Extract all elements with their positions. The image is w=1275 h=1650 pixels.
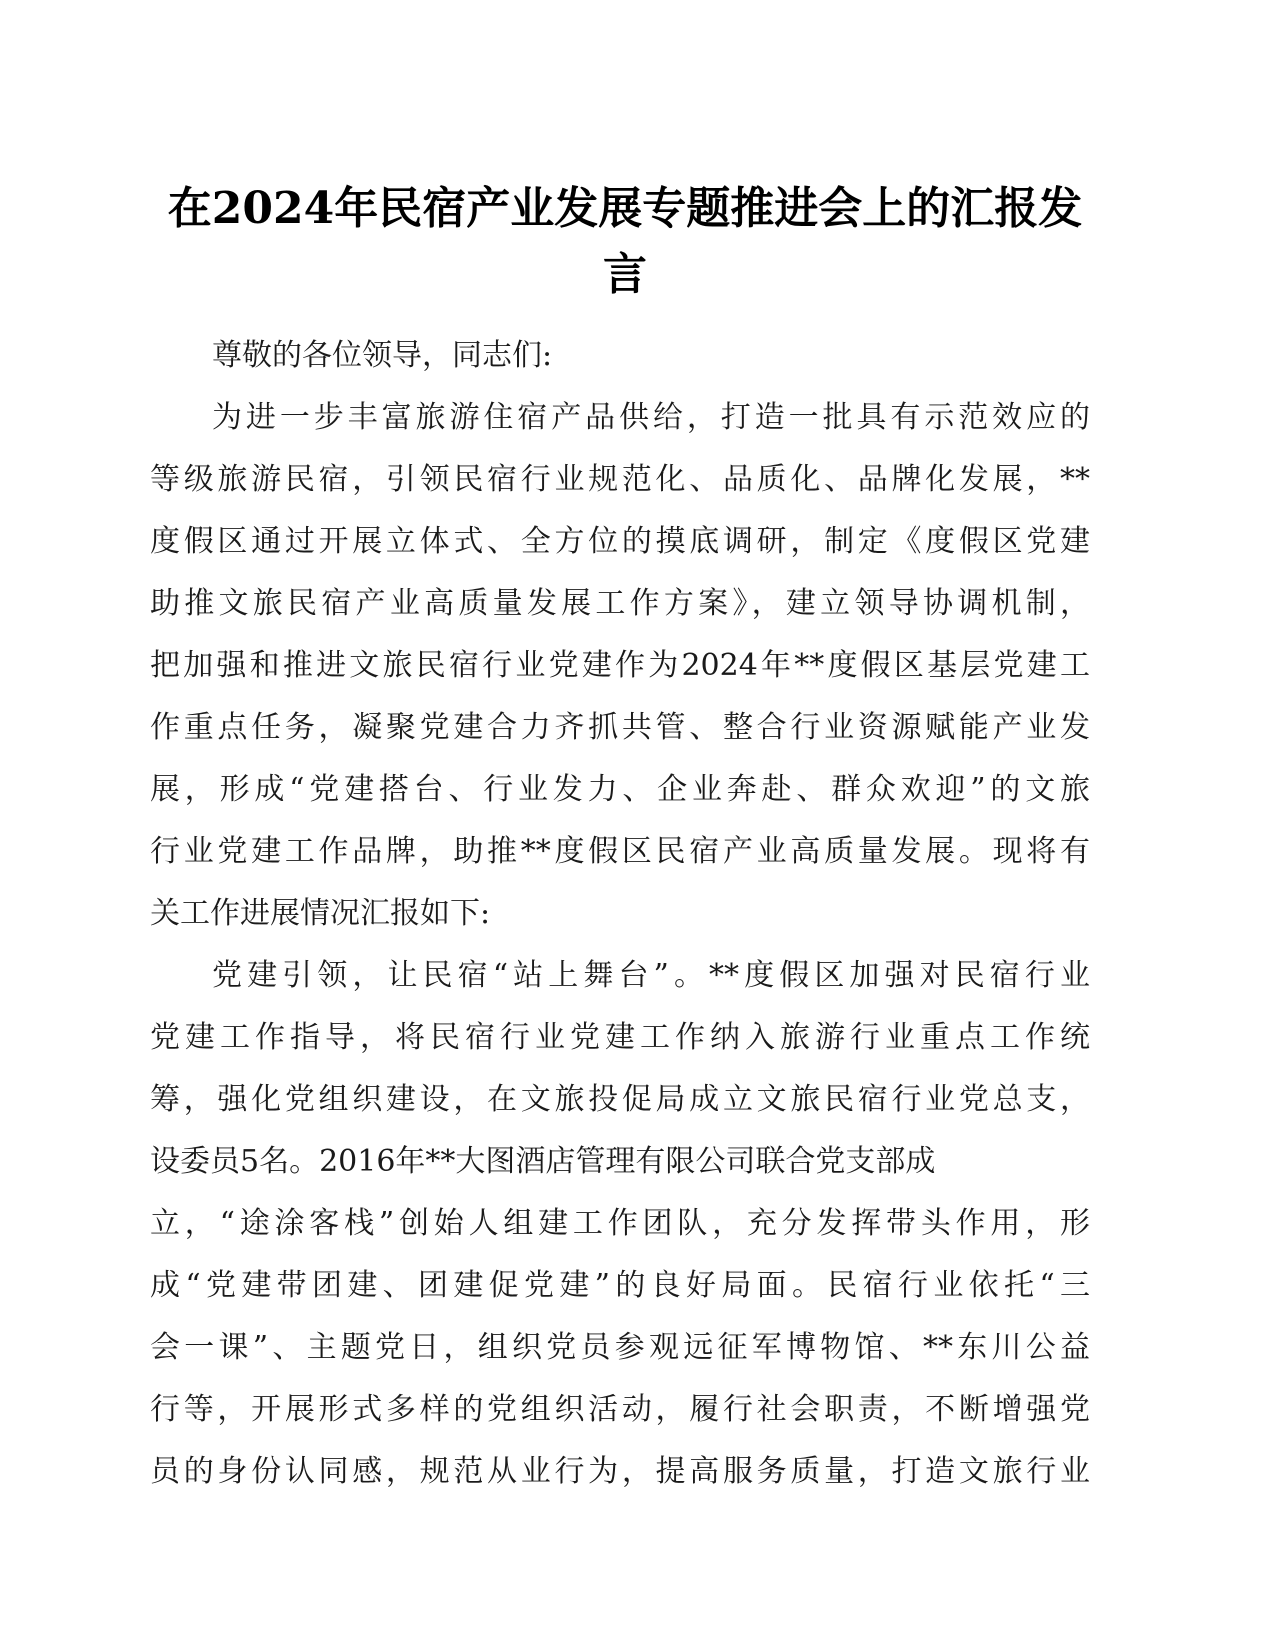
greeting: 尊敬的各位领导，同志们: xyxy=(212,338,553,373)
paragraph-line: 设委员5名。2016年**大图酒店管理有限公司联合党支部成 xyxy=(150,1144,936,1179)
paragraph-line: 党建引领，让民宿“站上舞台”。**度假区加强对民宿行业 xyxy=(212,958,1090,993)
title-line: 在2024年民宿产业发展专题推进会上的汇报发 xyxy=(167,183,1083,234)
document-body xyxy=(150,325,1090,1503)
paragraph-line: 行等，开展形式多样的党组织活动，履行社会职责，不断增强党 xyxy=(150,1392,1090,1427)
page-title xyxy=(150,176,1100,308)
paragraph-line: 立，“途涂客栈”创始人组建工作团队，充分发挥带头作用，形 xyxy=(150,1206,1090,1241)
paragraph-line: 筹，强化党组织建设，在文旅投促局成立文旅民宿行业党总支， xyxy=(150,1082,1090,1117)
paragraph-line: 党建工作指导，将民宿行业党建工作纳入旅游行业重点工作统 xyxy=(150,1020,1090,1055)
paragraph-line: 等级旅游民宿，引领民宿行业规范化、品质化、品牌化发展，** xyxy=(150,462,1090,497)
paragraph-line: 度假区通过开展立体式、全方位的摸底调研，制定《度假区党建 xyxy=(150,524,1090,559)
paragraph-line: 关工作进展情况汇报如下: xyxy=(150,896,491,931)
paragraph-line: 员的身份认同感，规范从业行为，提高服务质量，打造文旅行业 xyxy=(150,1454,1090,1489)
paragraph-line: 展，形成“党建搭台、行业发力、企业奔赴、群众欢迎”的文旅 xyxy=(150,772,1090,807)
paragraph-line: 助推文旅民宿产业高质量发展工作方案》，建立领导协调机制， xyxy=(150,586,1090,621)
paragraph-line: 为进一步丰富旅游住宿产品供给，打造一批具有示范效应的 xyxy=(212,400,1090,435)
paragraph-line: 行业党建工作品牌，助推**度假区民宿产业高质量发展。现将有 xyxy=(150,834,1090,869)
paragraph-line: 把加强和推进文旅民宿行业党建作为2024年**度假区基层党建工 xyxy=(150,648,1090,683)
title-line: 言 xyxy=(603,249,647,300)
paragraph-line: 会一课”、主题党日，组织党员参观远征军博物馆、**东川公益 xyxy=(150,1330,1090,1365)
paragraph-line: 成“党建带团建、团建促党建”的良好局面。民宿行业依托“三 xyxy=(150,1268,1090,1303)
paragraph-line: 作重点任务，凝聚党建合力齐抓共管、整合行业资源赋能产业发 xyxy=(150,710,1090,745)
